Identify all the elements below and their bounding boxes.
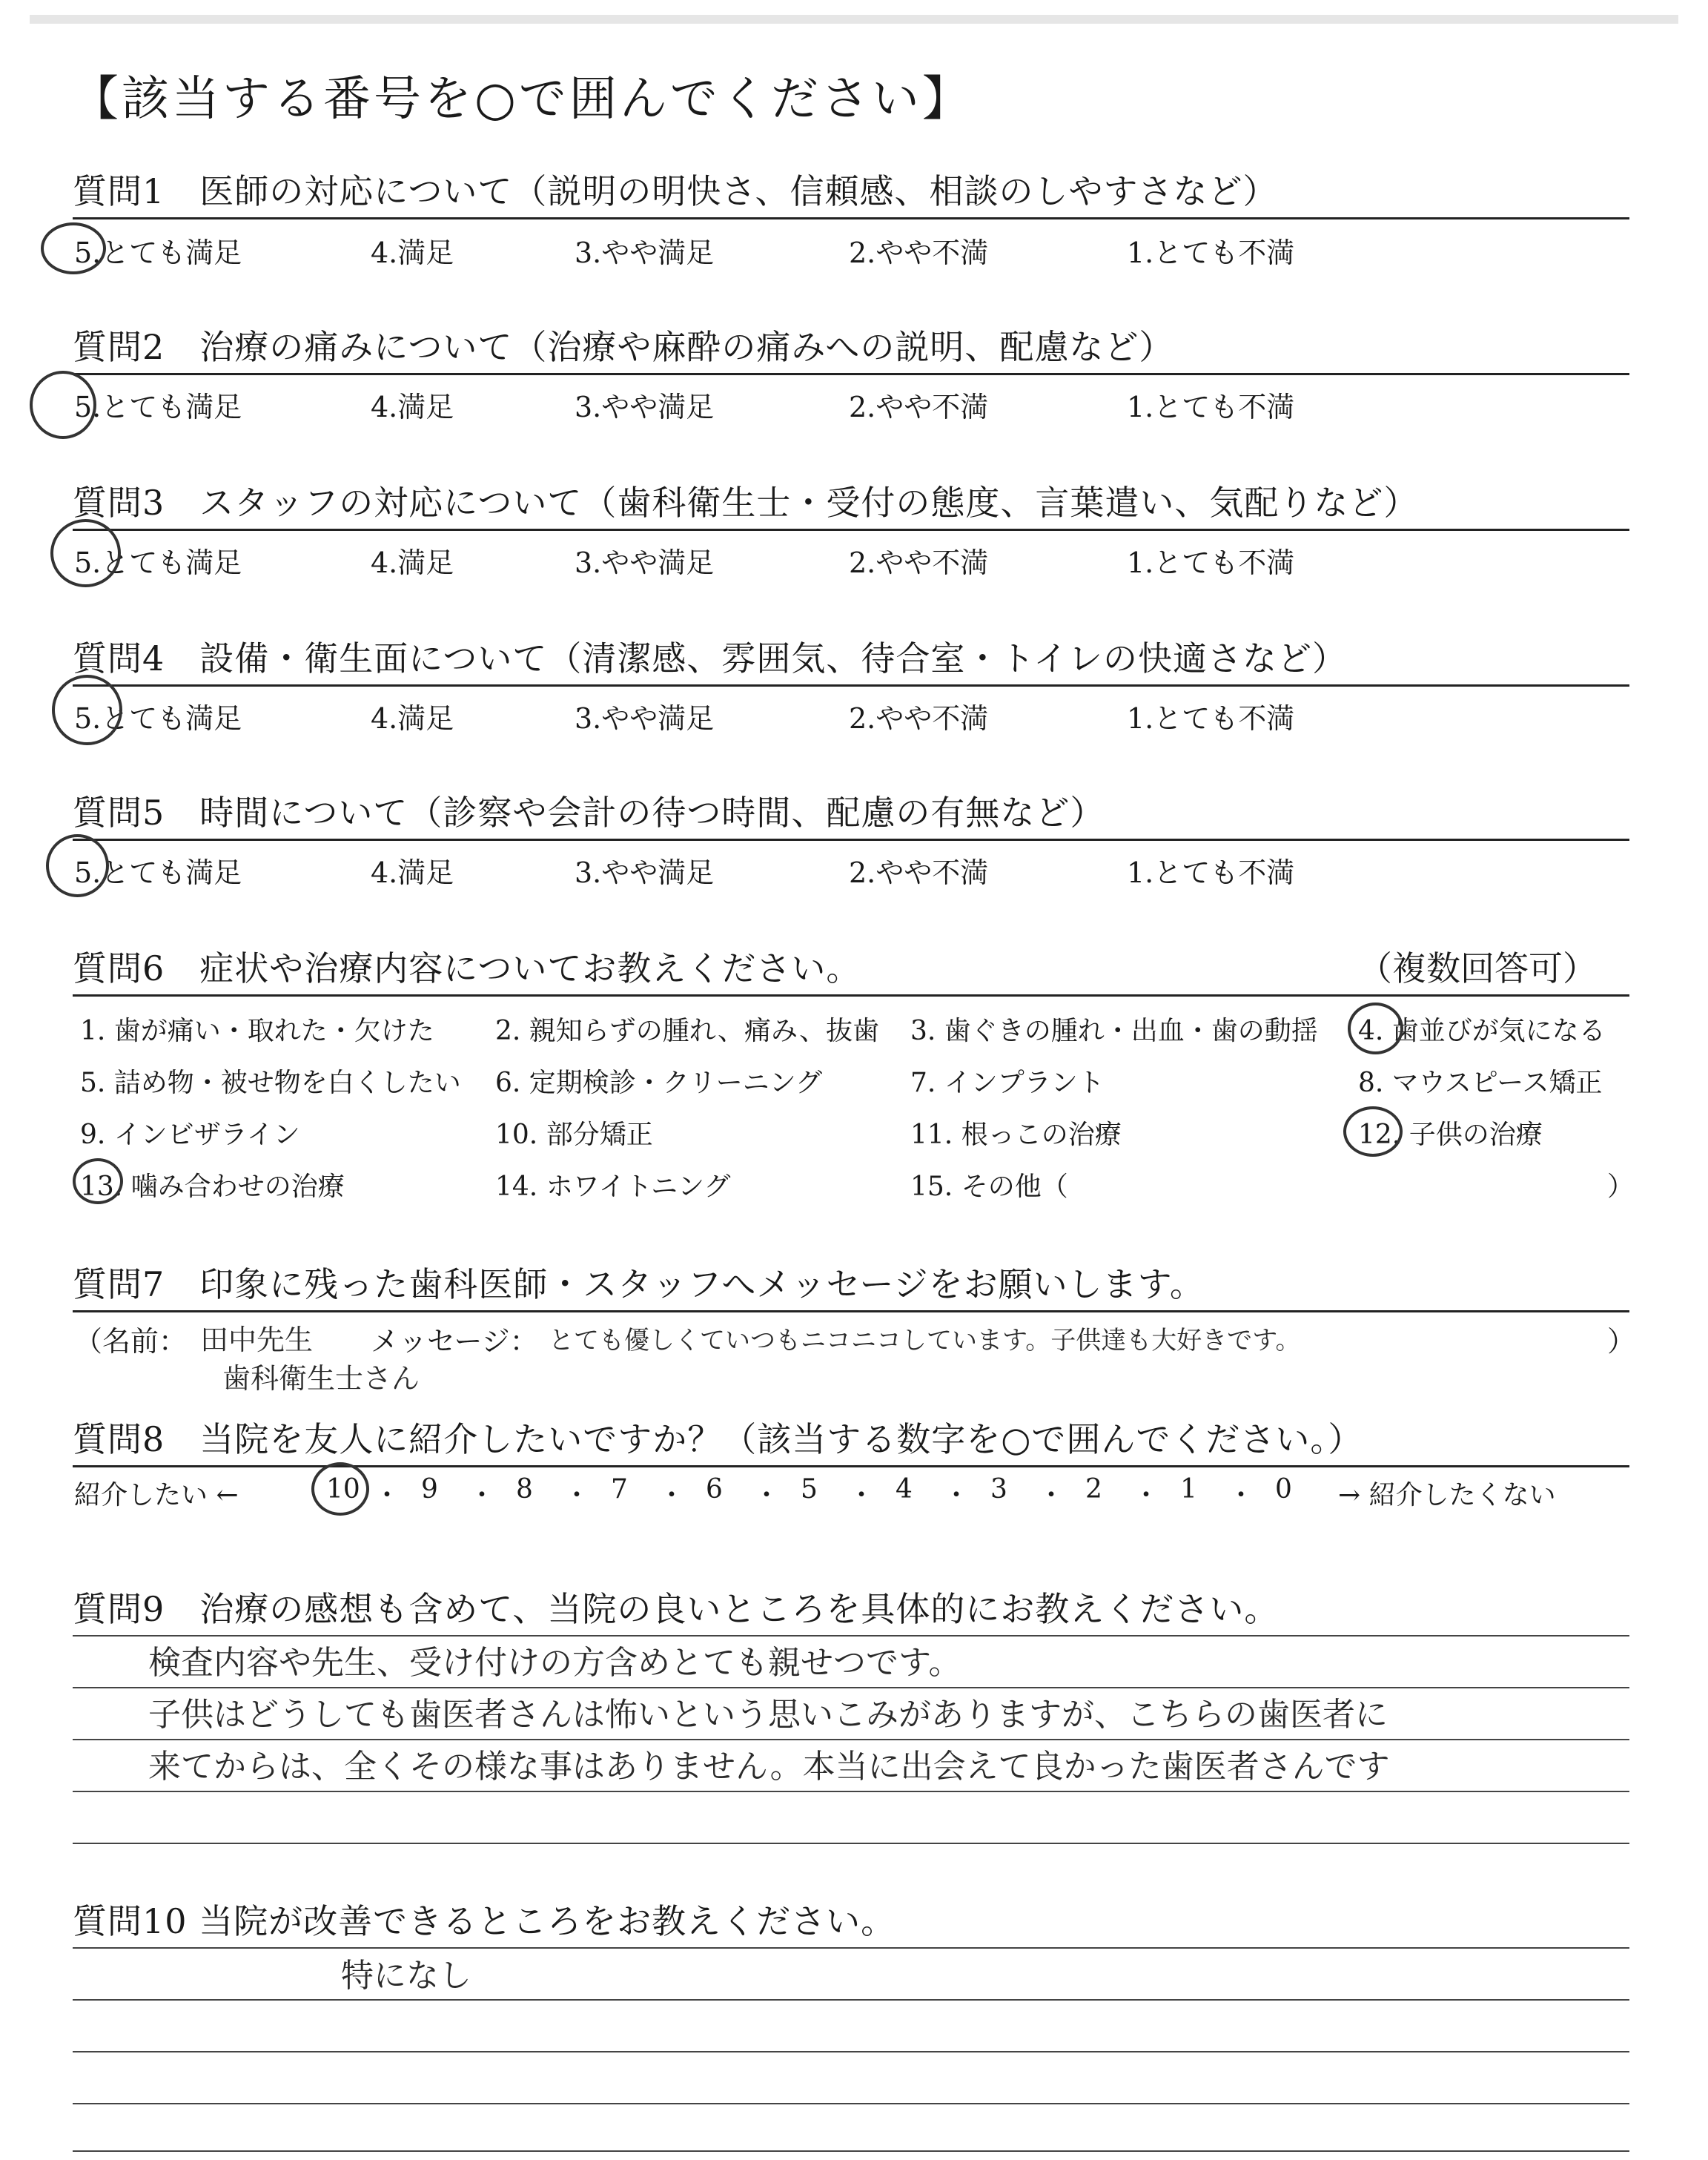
q5-option-4[interactable]: 4.満足 [371, 856, 454, 889]
q1-option-4[interactable]: 4.満足 [371, 237, 454, 269]
q8-selection-circle [311, 1462, 369, 1516]
q2-rule [73, 373, 1629, 375]
q5-option-2[interactable]: 2.やや不満 [849, 856, 989, 889]
q8-right-label: → 紹介したくない [1338, 1480, 1556, 1510]
q3-option-2[interactable]: 2.やや不満 [849, 546, 989, 579]
q9-answer-line-3[interactable]: 来てからは、全くその様な事はありません。本当に出会えて良かった歯医者さんです [148, 1748, 1390, 1786]
q8-scale-6[interactable]: 6 [706, 1474, 723, 1505]
q8-scale-7[interactable]: 7 [611, 1474, 628, 1505]
q6-rule [73, 994, 1629, 997]
q2-option-3[interactable]: 3.やや満足 [575, 391, 715, 423]
q10-line-5 [73, 2150, 1629, 2152]
q6-item-13-circle [73, 1158, 123, 1204]
q1-option-5[interactable]: 5.とても満足 [74, 237, 242, 269]
q8-scale-2[interactable]: 2 [1085, 1474, 1102, 1505]
q6-item-4[interactable]: 4. 歯並びが気になる [1358, 1016, 1606, 1046]
q4-selection-circle [52, 675, 122, 745]
q9-line-4 [73, 1791, 1629, 1792]
q6-item-5[interactable]: 5. 詰め物・被せ物を白くしたい [80, 1068, 461, 1098]
q6-item-12[interactable]: 12. 子供の治療 [1358, 1120, 1543, 1150]
q8-left-label: 紹介したい ← [74, 1480, 239, 1510]
q3-option-3[interactable]: 3.やや満足 [575, 546, 715, 579]
q3-selection-circle [50, 519, 121, 587]
q7-rule [73, 1310, 1629, 1312]
q8-rule [73, 1465, 1629, 1467]
q9-answer-line-1[interactable]: 検査内容や先生、受け付けの方含めとても親せつです。 [148, 1644, 961, 1682]
q3-rule [73, 529, 1629, 531]
q8-scale-separator: ・ [848, 1480, 875, 1510]
q6-item-14[interactable]: 14. ホワイトニング [495, 1172, 731, 1202]
q9-title: 質問9 治療の感想も含めて、当院の良いところを具体的にお教えください。 [73, 1589, 1280, 1629]
q8-scale-separator: ・ [563, 1480, 591, 1510]
q10-answer[interactable]: 特になし [341, 1957, 471, 1995]
q6-item-11[interactable]: 11. 根っこの治療 [910, 1120, 1122, 1150]
q2-option-5[interactable]: 5.とても満足 [74, 391, 242, 423]
q4-option-2[interactable]: 2.やや不満 [849, 702, 989, 735]
form-header: 【該当する番号を○で囲んでください】 [71, 72, 973, 127]
q9-line-5 [73, 1843, 1629, 1844]
q10-title: 質問10 当院が改善できるところをお教えください。 [73, 1901, 896, 1941]
q8-scale-3[interactable]: 3 [990, 1474, 1007, 1505]
q6-item-12-circle [1343, 1106, 1403, 1157]
q6-item-3[interactable]: 3. 歯ぐきの腫れ・出血・歯の動揺 [910, 1016, 1318, 1046]
q2-title: 質問2 治療の痛みについて（治療や麻酔の痛みへの説明、配慮など） [73, 327, 1174, 367]
q4-option-1[interactable]: 1.とても不満 [1127, 702, 1295, 735]
q8-scale-1[interactable]: 1 [1180, 1474, 1197, 1505]
q1-rule [73, 217, 1629, 219]
q6-item-1[interactable]: 1. 歯が痛い・取れた・欠けた [80, 1016, 434, 1046]
q3-option-4[interactable]: 4.満足 [371, 546, 454, 579]
q2-selection-circle [30, 371, 96, 439]
q8-scale-10[interactable]: 10 [326, 1474, 360, 1505]
q8-scale-4[interactable]: 4 [896, 1474, 913, 1505]
q10-line-2 [73, 1999, 1629, 2001]
q8-scale-5[interactable]: 5 [801, 1474, 818, 1505]
q3-title: 質問3 スタッフの対応について（歯科衛生士・受付の態度、言葉遣い、気配りなど） [73, 483, 1419, 523]
q6-item-6[interactable]: 6. 定期検診・クリーニング [495, 1068, 823, 1098]
q8-scale-separator: ・ [1038, 1480, 1065, 1510]
q6-item-8[interactable]: 8. マウスピース矯正 [1358, 1068, 1603, 1098]
q7-name-label: （名前： [74, 1325, 188, 1358]
q8-scale-separator: ・ [1133, 1480, 1160, 1510]
q8-scale-separator: ・ [658, 1480, 686, 1510]
q4-rule [73, 684, 1629, 687]
q9-answer-line-2[interactable]: 子供はどうしても歯医者さんは怖いという思いこみがありますが、こちらの歯医者に [148, 1696, 1388, 1734]
q7-title: 質問7 印象に残った歯科医師・スタッフへメッセージをお願いします。 [73, 1264, 1205, 1304]
q8-scale-separator: ・ [1228, 1480, 1255, 1510]
q8-scale-0[interactable]: 0 [1275, 1474, 1292, 1505]
page-top-edge [30, 15, 1678, 24]
q5-selection-circle [46, 834, 109, 897]
q6-item-15-close: ） [1607, 1172, 1635, 1202]
q10-line-4 [73, 2103, 1629, 2104]
q5-option-1[interactable]: 1.とても不満 [1127, 856, 1295, 889]
q2-option-1[interactable]: 1.とても不満 [1127, 391, 1295, 423]
q3-option-5[interactable]: 5.とても満足 [74, 546, 242, 579]
q7-message-value[interactable]: とても優しくていつもニコニコしています。子供達も大好きです。 [549, 1326, 1301, 1355]
q7-name-subtitle[interactable]: 歯科衛生士さん [222, 1362, 420, 1395]
q4-title: 質問4 設備・衛生面について（清潔感、雰囲気、待合室・トイレの快適さなど） [73, 638, 1348, 678]
q2-option-4[interactable]: 4.満足 [371, 391, 454, 423]
q1-option-3[interactable]: 3.やや満足 [575, 237, 715, 269]
q6-item-10[interactable]: 10. 部分矯正 [495, 1120, 653, 1150]
q5-rule [73, 839, 1629, 841]
q10-line-1 [73, 1947, 1629, 1949]
q5-title: 質問5 時間について（診察や会計の待つ時間、配慮の有無など） [73, 793, 1105, 833]
q4-option-3[interactable]: 3.やや満足 [575, 702, 715, 735]
q4-option-5[interactable]: 5.とても満足 [74, 702, 242, 735]
q1-option-1[interactable]: 1.とても不満 [1127, 237, 1295, 269]
q1-title: 質問1 医師の対応について（説明の明快さ、信頼感、相談のしやすさなど） [73, 171, 1278, 211]
q8-scale-separator: ・ [943, 1480, 970, 1510]
q1-option-2[interactable]: 2.やや不満 [849, 237, 989, 269]
q6-item-4-circle [1348, 1003, 1403, 1054]
q7-name-value[interactable]: 田中先生 [200, 1324, 314, 1356]
q8-scale-9[interactable]: 9 [421, 1474, 438, 1505]
q8-scale-separator: ・ [469, 1480, 496, 1510]
q1-selection-circle [41, 222, 106, 274]
q8-scale-separator: ・ [374, 1480, 401, 1510]
q8-scale-separator: ・ [753, 1480, 781, 1510]
q6-title: 質問6 症状や治療内容についてお教えください。 [73, 948, 861, 988]
q8-scale-8[interactable]: 8 [516, 1474, 533, 1505]
q5-option-5[interactable]: 5.とても満足 [74, 856, 242, 889]
q6-multi-answer-note: （複数回答可） [1358, 948, 1597, 988]
q2-option-2[interactable]: 2.やや不満 [849, 391, 989, 423]
q6-item-15[interactable]: 15. その他（ [910, 1172, 1068, 1202]
q7-close: ） [1607, 1325, 1636, 1358]
q3-option-1[interactable]: 1.とても不満 [1127, 546, 1295, 579]
q7-message-label: メッセージ： [371, 1325, 538, 1358]
q5-option-3[interactable]: 3.やや満足 [575, 856, 715, 889]
q6-item-13[interactable]: 13. 噛み合わせの治療 [80, 1172, 345, 1202]
q10-line-3 [73, 2051, 1629, 2052]
q6-item-9[interactable]: 9. インビザライン [80, 1120, 300, 1150]
q8-title: 質問8 当院を友人に紹介したいですか？（該当する数字を○で囲んでください。） [73, 1419, 1363, 1459]
q4-option-4[interactable]: 4.満足 [371, 702, 454, 735]
q6-item-2[interactable]: 2. 親知らずの腫れ、痛み、抜歯 [495, 1016, 880, 1046]
q6-item-7[interactable]: 7. インプラント [910, 1068, 1105, 1098]
